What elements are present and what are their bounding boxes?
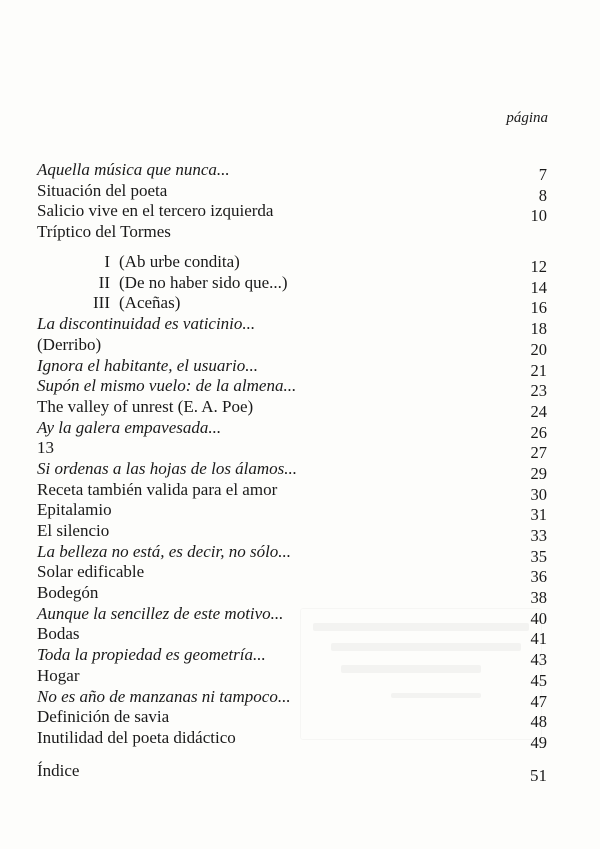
toc-entry-page: 10 (530, 206, 547, 226)
toc-entry (37, 541, 547, 566)
toc-entry (37, 603, 547, 628)
toc-entry-title: Hogar (37, 665, 80, 685)
toc-entry-title: (De no haber sido que...) (119, 272, 288, 292)
toc-entry-page: 51 (530, 766, 547, 785)
toc-entry (37, 314, 547, 339)
toc-entry (37, 583, 547, 608)
table-of-contents (37, 160, 547, 752)
toc-entry (37, 727, 547, 752)
toc-entry (37, 334, 547, 359)
toc-entry-title: Toda la propiedad es geometría... (37, 645, 266, 665)
toc-entry-page: 48 (530, 712, 547, 732)
toc-entry (37, 396, 547, 421)
toc-entry-page: 8 (538, 185, 547, 205)
toc-entry-page: 26 (530, 422, 547, 442)
toc-entry-title: El silencio (37, 521, 110, 540)
toc-entry-page: 21 (530, 360, 547, 380)
toc-entry-title: The valley of unrest (E. A. Poe) (37, 396, 254, 416)
toc-entry-title: Salicio vive en el tercero izquierda (37, 201, 274, 221)
toc-entry-title: Solar edificable (37, 562, 145, 582)
toc-entry-title: Definición de savia (37, 707, 170, 727)
toc-entry (37, 500, 547, 525)
toc-entry (37, 222, 547, 252)
toc-entry (37, 201, 547, 226)
toc-entry-title: Bodegón (37, 583, 99, 603)
toc-entry (37, 665, 547, 690)
toc-entry-title: Inutilidad del poeta didáctico (37, 727, 236, 747)
toc-entry-title: La belleza no está, es decir, no sólo... (37, 541, 292, 561)
toc-entry-page: 36 (530, 567, 547, 587)
toc-subentry-numeral: II (98, 272, 110, 292)
toc-entry (37, 624, 547, 649)
toc-entry (37, 521, 547, 545)
toc-entry (37, 417, 547, 442)
toc-entry-page: 12 (530, 257, 547, 277)
toc-entry-page: 31 (530, 505, 547, 525)
toc-entry (37, 686, 547, 711)
toc-entry-title: Epitalamio (37, 500, 112, 520)
toc-entry-page: 30 (530, 484, 547, 504)
toc-entry-title: (Ab urbe condita) (119, 252, 240, 272)
toc-entry-page: 47 (530, 691, 547, 711)
toc-entry (37, 707, 547, 732)
toc-entry-page: 40 (530, 608, 547, 628)
toc-entry-title: La discontinuidad es vaticinio... (37, 314, 256, 334)
toc-entry-index (37, 760, 547, 785)
toc-entry (37, 180, 547, 205)
toc-entry (37, 458, 547, 483)
toc-entry-page: 27 (530, 443, 547, 463)
toc-entry-title: Receta también valida para el amor (37, 479, 278, 499)
toc-entry-title: Aunque la sencillez de este motivo... (37, 603, 284, 623)
toc-entry-page: 35 (530, 546, 547, 566)
toc-entry (37, 355, 547, 380)
toc-entry-page: 43 (530, 650, 547, 670)
toc-subentry (37, 293, 547, 318)
toc-entry-page: 41 (530, 629, 547, 649)
toc-entry-title: Ay la galera empavesada... (37, 417, 222, 437)
toc-entry-title: Índice (37, 761, 80, 780)
toc-entry-title: 13 (37, 438, 54, 458)
toc-entry (37, 376, 547, 401)
toc-entry (37, 160, 547, 184)
toc-entry-title: Aquella música que nunca... (37, 160, 230, 179)
toc-entry-page: 38 (530, 588, 547, 608)
toc-entry-page: 23 (530, 381, 547, 401)
toc-subentry (37, 252, 547, 277)
toc-entry-page: 20 (530, 339, 547, 359)
toc-entry-page: 33 (530, 526, 547, 545)
toc-entry-title: Bodas (37, 624, 80, 644)
toc-entry-page: 29 (530, 463, 547, 483)
toc-entry-title: Ignora el habitante, el usuario... (37, 355, 258, 375)
toc-entry (37, 479, 547, 504)
toc-entry-title: Supón el mismo vuelo: de la almena... (37, 376, 297, 396)
toc-entry-page: 24 (530, 401, 547, 421)
page-column-header: página (506, 110, 548, 126)
toc-entry-page: 49 (530, 732, 547, 752)
toc-entry-page: 16 (530, 298, 547, 318)
toc-entry-title: Si ordenas a las hojas de los álamos... (37, 458, 298, 478)
toc-subentry (37, 272, 547, 297)
toc-entry (37, 562, 547, 587)
toc-entry-page: 14 (530, 277, 547, 297)
toc-entry-page: 7 (538, 165, 547, 184)
toc-entry-title: (Aceñas) (119, 293, 181, 313)
toc-entry (37, 645, 547, 670)
toc-entry-page: 18 (530, 319, 547, 339)
toc-subentry-numeral: I (104, 252, 110, 272)
toc-subentry-numeral: III (93, 293, 110, 313)
toc-entry-title: No es año de manzanas ni tampoco... (37, 686, 291, 706)
toc-entry-title: (Derribo) (37, 334, 102, 354)
toc-entry-title: Situación del poeta (37, 180, 168, 200)
toc-entry-title: Tríptico del Tormes (37, 222, 171, 242)
toc-entry (37, 438, 547, 463)
toc-entry-page: 45 (530, 670, 547, 690)
